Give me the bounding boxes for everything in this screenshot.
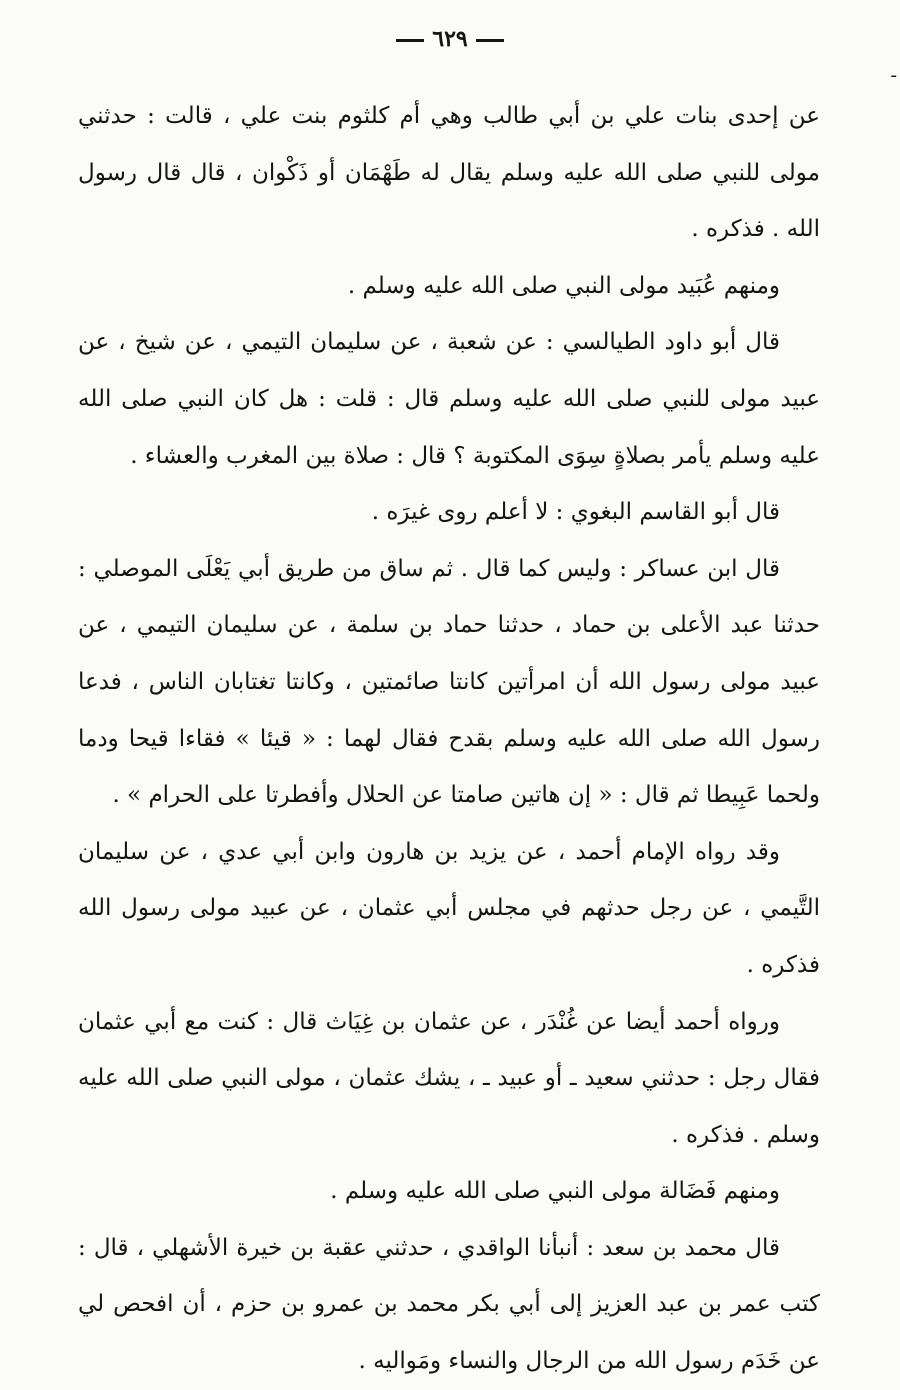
page-number-text: ٦٢٩ (432, 26, 468, 52)
paragraph-9: قال محمد بن سعد : أنبأنا الواقدي ، حدثني عقبة بن خيرة الأشهلي ، قال : كتب عمر بن عبد العزيز إلى أبي بكر محمد بن عمرو بن حزم ، أن افحص لي عن خَدَم رسول الله من الرجال والنساء ومَواليه . (78, 1234, 820, 1375)
page-number-dash-right (476, 39, 504, 42)
paragraph-2: ومنهم عُبَيد مولى النبي صلى الله عليه وسلم . (347, 272, 780, 299)
paragraph-1: عن إحدى بنات علي بن أبي طالب وهي أم كلثوم بنت علي ، قالت : حدثني مولى للنبي صلى الله عليه وسلم يقال له طَهْمَان أو ذَكْوان ، قال قال رسول الله . فذكره . (78, 103, 820, 243)
paragraph-5: قال ابن عساكر : وليس كما قال . ثم ساق من طريق أبي يَعْلَى الموصلي : حدثنا عبد الأعلى بن حماد ، حدثنا حماد بن سلمة ، عن سليمان التيمي ، عن عبيد مولى رسول الله أن امرأتين كانتا صائمتين ، وكانتا تغتابان الناس ، فدعا رسول الله صلى الله عليه وسلم بقدح فقال لهما : « قيئا » فقاءا قيحا ودما ولحما عَبِيطا ثم قال : « إن هاتين صامتا عن الحلال وأفطرتا على الحرام » . (78, 555, 820, 809)
paragraph-3: قال أبو داود الطيالسي : عن شعبة ، عن سليمان التيمي ، عن شيخ ، عن عبيد مولى للنبي صلى الله عليه وسلم قال : قلت : هل كان النبي صلى الله عليه وسلم يأمر بصلاةٍ سِوَى المكتوبة ؟ قال : صلاة بين المغرب والعشاء . (78, 329, 820, 469)
paragraph-6: وقد رواه الإمام أحمد ، عن يزيد بن هارون وابن أبي عدي ، عن سليمان التَّيمي ، عن رجل حدثهم في مجلس أبي عثمان ، عن عبيد مولى رسول الله فذكره . (78, 838, 820, 978)
paragraph-7: ورواه أحمد أيضا عن غُنْدَر ، عن عثمان بن غِيَاث قال : كنت مع أبي عثمان فقال رجل : حدثني سعيد ـ أو عبيد ـ ، يشك عثمان ، مولى النبي صلى الله عليه وسلم . فذكره . (78, 1008, 820, 1148)
paragraph-4: قال أبو القاسم البغوي : لا أعلم روى غيرَه . (371, 499, 780, 526)
page-number-dash-left (396, 39, 424, 42)
margin-mark: ـ (891, 62, 896, 81)
page-number (0, 26, 900, 52)
body-text (78, 88, 820, 1390)
paragraph-8: ومنهم فَضَالة مولى النبي صلى الله عليه وسلم . (330, 1178, 780, 1205)
